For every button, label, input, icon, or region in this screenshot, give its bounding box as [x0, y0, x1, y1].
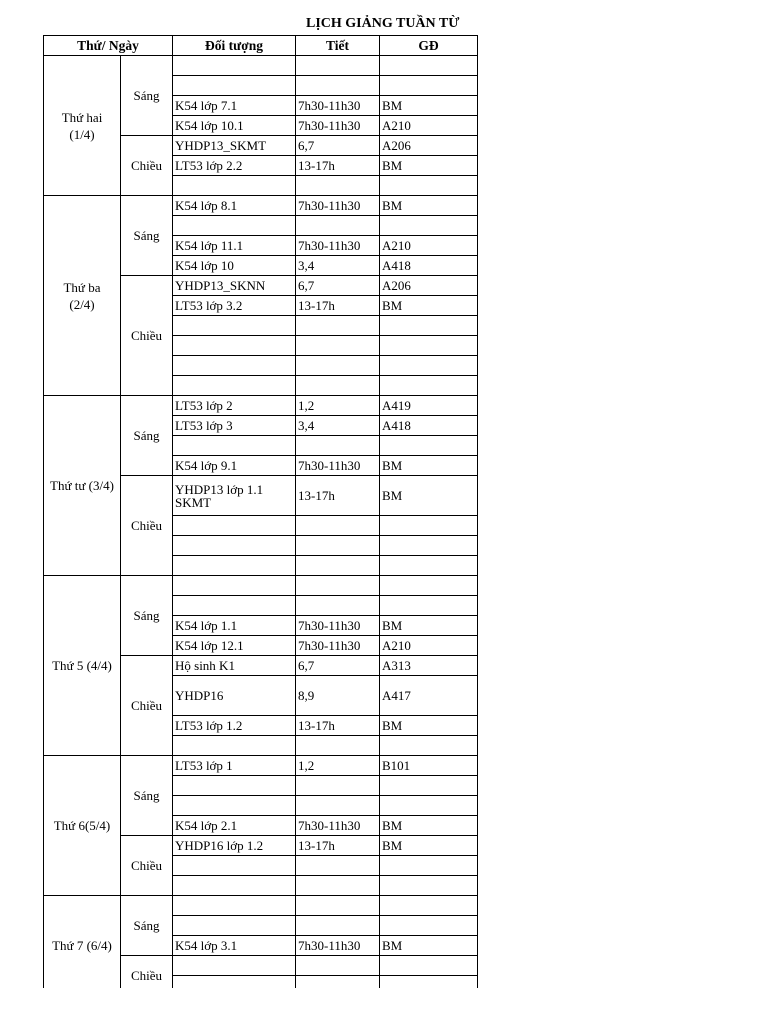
session-cell: Sáng — [121, 576, 173, 656]
room-cell: A206 — [380, 276, 478, 296]
room-cell: A210 — [380, 636, 478, 656]
room-cell: BM — [380, 476, 478, 516]
session-cell: Sáng — [121, 896, 173, 956]
header-subject: Đối tượng — [173, 36, 296, 56]
period-cell — [296, 876, 380, 896]
period-cell — [296, 796, 380, 816]
subject-cell — [173, 316, 296, 336]
period-cell — [296, 556, 380, 576]
period-cell — [296, 376, 380, 396]
subject-cell: YHDP16 lớp 1.2 — [173, 836, 296, 856]
period-cell: 7h30-11h30 — [296, 616, 380, 636]
table-row — [44, 756, 478, 776]
subject-cell — [173, 896, 296, 916]
room-cell: BM — [380, 296, 478, 316]
day-cell: Thứ ba (2/4) — [44, 196, 121, 396]
session-cell: Chiều — [121, 136, 173, 196]
period-cell — [296, 356, 380, 376]
room-cell: BM — [380, 96, 478, 116]
room-cell: BM — [380, 196, 478, 216]
subject-cell: K54 lớp 7.1 — [173, 96, 296, 116]
subject-cell: K54 lớp 3.1 — [173, 936, 296, 956]
subject-cell — [173, 876, 296, 896]
period-cell: 1,2 — [296, 756, 380, 776]
day-cell: Thứ 6(5/4) — [44, 756, 121, 896]
room-cell: A417 — [380, 676, 478, 716]
period-cell — [296, 896, 380, 916]
period-cell — [296, 176, 380, 196]
period-cell: 7h30-11h30 — [296, 116, 380, 136]
subject-cell: YHDP16 — [173, 676, 296, 716]
day-cell: Thứ 7 (6/4) — [44, 896, 121, 996]
period-cell: 3,4 — [296, 256, 380, 276]
period-cell: 6,7 — [296, 656, 380, 676]
subject-cell: LT53 lớp 1 — [173, 756, 296, 776]
room-cell — [380, 536, 478, 556]
day-cell: Thứ hai (1/4) — [44, 56, 121, 196]
room-cell: BM — [380, 836, 478, 856]
subject-cell: K54 lớp 10.1 — [173, 116, 296, 136]
subject-cell — [173, 956, 296, 976]
period-cell: 13-17h — [296, 476, 380, 516]
subject-cell — [173, 76, 296, 96]
period-cell: 8,9 — [296, 676, 380, 716]
subject-cell — [173, 216, 296, 236]
period-cell — [296, 576, 380, 596]
room-cell: BM — [380, 456, 478, 476]
room-cell: A210 — [380, 236, 478, 256]
room-cell — [380, 916, 478, 936]
period-cell: 13-17h — [296, 716, 380, 736]
subject-cell — [173, 436, 296, 456]
room-cell: B101 — [380, 756, 478, 776]
period-cell — [296, 436, 380, 456]
session-cell: Chiều — [121, 956, 173, 996]
period-cell: 13-17h — [296, 296, 380, 316]
room-cell: A418 — [380, 416, 478, 436]
subject-cell — [173, 596, 296, 616]
session-cell: Sáng — [121, 196, 173, 276]
subject-cell: K54 lớp 12.1 — [173, 636, 296, 656]
subject-cell — [173, 376, 296, 396]
room-cell — [380, 76, 478, 96]
period-cell — [296, 336, 380, 356]
period-cell — [296, 856, 380, 876]
session-cell: Chiều — [121, 836, 173, 896]
page-title: LỊCH GIẢNG TUẦN TỪ — [306, 16, 460, 31]
subject-cell: K54 lớp 9.1 — [173, 456, 296, 476]
schedule-table — [43, 35, 478, 996]
period-cell: 7h30-11h30 — [296, 236, 380, 256]
subject-cell — [173, 916, 296, 936]
period-cell — [296, 536, 380, 556]
header-room: GĐ — [380, 36, 478, 56]
period-cell — [296, 56, 380, 76]
table-row — [44, 396, 478, 416]
session-cell: Chiều — [121, 476, 173, 576]
subject-cell — [173, 516, 296, 536]
table-row — [44, 896, 478, 916]
subject-cell — [173, 536, 296, 556]
period-cell — [296, 596, 380, 616]
room-cell: BM — [380, 616, 478, 636]
period-cell: 7h30-11h30 — [296, 456, 380, 476]
room-cell: A419 — [380, 396, 478, 416]
period-cell: 3,4 — [296, 416, 380, 436]
period-cell — [296, 76, 380, 96]
room-cell — [380, 356, 478, 376]
room-cell — [380, 796, 478, 816]
period-cell: 7h30-11h30 — [296, 96, 380, 116]
room-cell — [380, 876, 478, 896]
period-cell — [296, 916, 380, 936]
subject-cell: YHDP13_SKMT — [173, 136, 296, 156]
table-row — [44, 196, 478, 216]
room-cell: BM — [380, 156, 478, 176]
room-cell — [380, 856, 478, 876]
room-cell: BM — [380, 816, 478, 836]
room-cell — [380, 956, 478, 976]
room-cell — [380, 56, 478, 76]
subject-cell — [173, 776, 296, 796]
subject-cell: YHDP13_SKNN — [173, 276, 296, 296]
subject-cell: LT53 lớp 3.2 — [173, 296, 296, 316]
subject-cell: LT53 lớp 1.2 — [173, 716, 296, 736]
room-cell — [380, 336, 478, 356]
header-day: Thứ/ Ngày — [44, 36, 173, 56]
subject-cell: LT53 lớp 3 — [173, 416, 296, 436]
subject-cell: YHDP13 lớp 1.1 SKMT — [173, 476, 296, 516]
room-cell: BM — [380, 716, 478, 736]
period-cell: 7h30-11h30 — [296, 816, 380, 836]
period-cell — [296, 776, 380, 796]
room-cell — [380, 316, 478, 336]
subject-cell: K54 lớp 10 — [173, 256, 296, 276]
period-cell — [296, 956, 380, 976]
subject-cell — [173, 556, 296, 576]
room-cell — [380, 596, 478, 616]
table-row — [44, 576, 478, 596]
subject-cell — [173, 356, 296, 376]
subject-cell — [173, 856, 296, 876]
period-cell — [296, 316, 380, 336]
room-cell: A210 — [380, 116, 478, 136]
room-cell — [380, 736, 478, 756]
room-cell — [380, 376, 478, 396]
room-cell — [380, 576, 478, 596]
subject-cell — [173, 796, 296, 816]
room-cell — [380, 516, 478, 536]
day-cell: Thứ 5 (4/4) — [44, 576, 121, 756]
period-cell — [296, 216, 380, 236]
room-cell — [380, 436, 478, 456]
room-cell — [380, 176, 478, 196]
subject-cell — [173, 576, 296, 596]
period-cell: 6,7 — [296, 276, 380, 296]
period-cell: 1,2 — [296, 396, 380, 416]
day-cell: Thứ tư (3/4) — [44, 396, 121, 576]
period-cell: 7h30-11h30 — [296, 636, 380, 656]
session-cell: Sáng — [121, 56, 173, 136]
subject-cell — [173, 336, 296, 356]
session-cell: Chiều — [121, 276, 173, 396]
table-row — [44, 56, 478, 76]
period-cell — [296, 736, 380, 756]
subject-cell: K54 lớp 2.1 — [173, 816, 296, 836]
header-row — [44, 36, 478, 56]
period-cell: 7h30-11h30 — [296, 196, 380, 216]
room-cell: A313 — [380, 656, 478, 676]
room-cell: A418 — [380, 256, 478, 276]
room-cell — [380, 896, 478, 916]
period-cell: 13-17h — [296, 156, 380, 176]
subject-cell — [173, 736, 296, 756]
room-cell — [380, 776, 478, 796]
period-cell — [296, 516, 380, 536]
subject-cell: K54 lớp 1.1 — [173, 616, 296, 636]
subject-cell — [173, 176, 296, 196]
subject-cell: K54 lớp 11.1 — [173, 236, 296, 256]
subject-cell: K54 lớp 8.1 — [173, 196, 296, 216]
page-bottom-margin — [0, 988, 768, 1024]
period-cell: 13-17h — [296, 836, 380, 856]
subject-cell: Hộ sinh K1 — [173, 656, 296, 676]
subject-cell — [173, 56, 296, 76]
period-cell: 6,7 — [296, 136, 380, 156]
session-cell: Chiều — [121, 656, 173, 756]
room-cell: BM — [380, 936, 478, 956]
session-cell: Sáng — [121, 396, 173, 476]
room-cell — [380, 556, 478, 576]
subject-cell: LT53 lớp 2 — [173, 396, 296, 416]
session-cell: Sáng — [121, 756, 173, 836]
subject-cell: LT53 lớp 2.2 — [173, 156, 296, 176]
period-cell: 7h30-11h30 — [296, 936, 380, 956]
room-cell: A206 — [380, 136, 478, 156]
room-cell — [380, 216, 478, 236]
header-period: Tiết — [296, 36, 380, 56]
